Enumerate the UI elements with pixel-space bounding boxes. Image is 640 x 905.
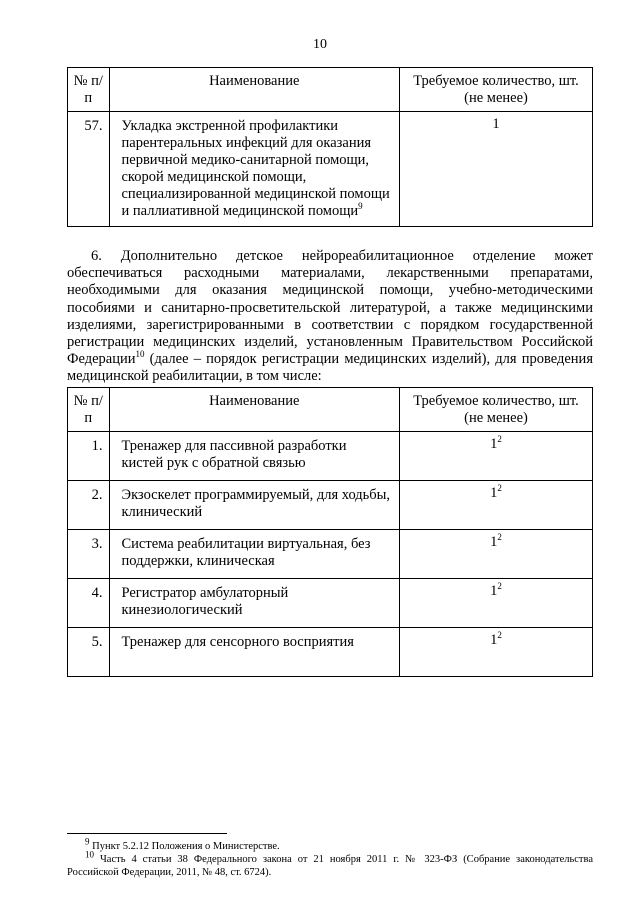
row-quantity-value: 1 [492,116,500,132]
row-quantity-value: 1 [490,583,498,599]
column-header-quantity: Требуемое количество, шт. (не менее) [400,68,593,112]
page-number: 10 [313,37,327,52]
row-quantity-value: 1 [490,632,498,648]
footnote-text: Часть 4 статьи 38 Федерального закона от 21 ноября 2011 г. № 323-ФЗ (Собрание законодательства Российской Федерации, 2011, № 48, ст. 6724). [67,854,593,878]
table-row [68,628,593,677]
row-quantity-value: 1 [490,436,498,452]
table-header-row [68,68,593,112]
row-name: Система реабилитации виртуальная, без поддержки, клиническая [109,530,400,579]
footnote-text: Пункт 5.2.12 Положения о Министерстве. [89,841,280,852]
paragraph-text-continued: (далее – порядок регистрации медицинских изделий), для проведения медицинской реабилитации, в том числе: [67,351,593,385]
footnote-ref: 2 [497,630,502,641]
row-number: 57. [68,112,110,227]
row-number: 1. [68,432,110,481]
row-number: 5. [68,628,110,677]
footnotes [67,836,593,879]
row-quantity [400,112,593,227]
row-quantity [400,628,593,677]
equipment-table-continued [67,67,593,227]
row-number: 4. [68,579,110,628]
additional-equipment-table [67,387,593,677]
section-6-paragraph [67,248,593,386]
row-number: 2. [68,481,110,530]
footnote-divider [67,833,227,834]
footnote-ref: 9 [358,201,363,212]
column-header-number: № п/п [68,68,110,112]
row-name: Тренажер для сенсорного восприятия [109,628,400,677]
row-name: Тренажер для пассивной разработки кистей рук с обратной связью [109,432,400,481]
column-header-number: № п/п [68,388,110,432]
row-number: 3. [68,530,110,579]
row-quantity [400,530,593,579]
row-quantity-value: 1 [490,485,498,501]
column-header-quantity: Требуемое количество, шт. (не менее) [400,388,593,432]
row-quantity-value: 1 [490,534,498,550]
table-row [68,481,593,530]
row-quantity [400,481,593,530]
row-name-text: Укладка экстренной профилактики парентеральных инфекций для оказания первичной медико-санитарной помощи, скорой медицинской помощи, специализированной медицинской помощи и паллиативной медицинской помощи [121,118,390,219]
table-row [68,432,593,481]
row-name: Регистратор амбулаторный кинезиологический [109,579,400,628]
footnote-ref: 2 [497,483,502,494]
table-row [68,530,593,579]
column-header-name: Наименование [109,388,400,432]
column-header-name: Наименование [109,68,400,112]
footnote-ref: 2 [497,532,502,543]
paragraph-text: 6. Дополнительно детское нейрореабилитационное отделение может обеспечиваться расходными материалами, лекарственными препаратами, необходимыми для оказания медицинской помощи, учебно-методическими пособиями и санитарно-просветительской литературой, а также медицинскими изделиями, зарегистрированными в соответствии с порядком государственной регистрации медицинских изделий, установленным Правительством Российской Федерации [67,248,593,368]
table-row [68,579,593,628]
footnote-mark: 10 [85,849,94,860]
table-header-row [68,388,593,432]
row-quantity [400,579,593,628]
footnote-ref: 2 [497,434,502,445]
row-name: Экзоскелет программируемый, для ходьбы, клинический [109,481,400,530]
footnote-ref: 2 [497,581,502,592]
footnote-ref: 10 [135,349,145,360]
footnote-mark: 9 [85,836,90,847]
footnote-9 [67,836,593,853]
footnote-10 [67,849,593,879]
table-row [68,112,593,227]
row-name [109,112,400,227]
row-quantity [400,432,593,481]
